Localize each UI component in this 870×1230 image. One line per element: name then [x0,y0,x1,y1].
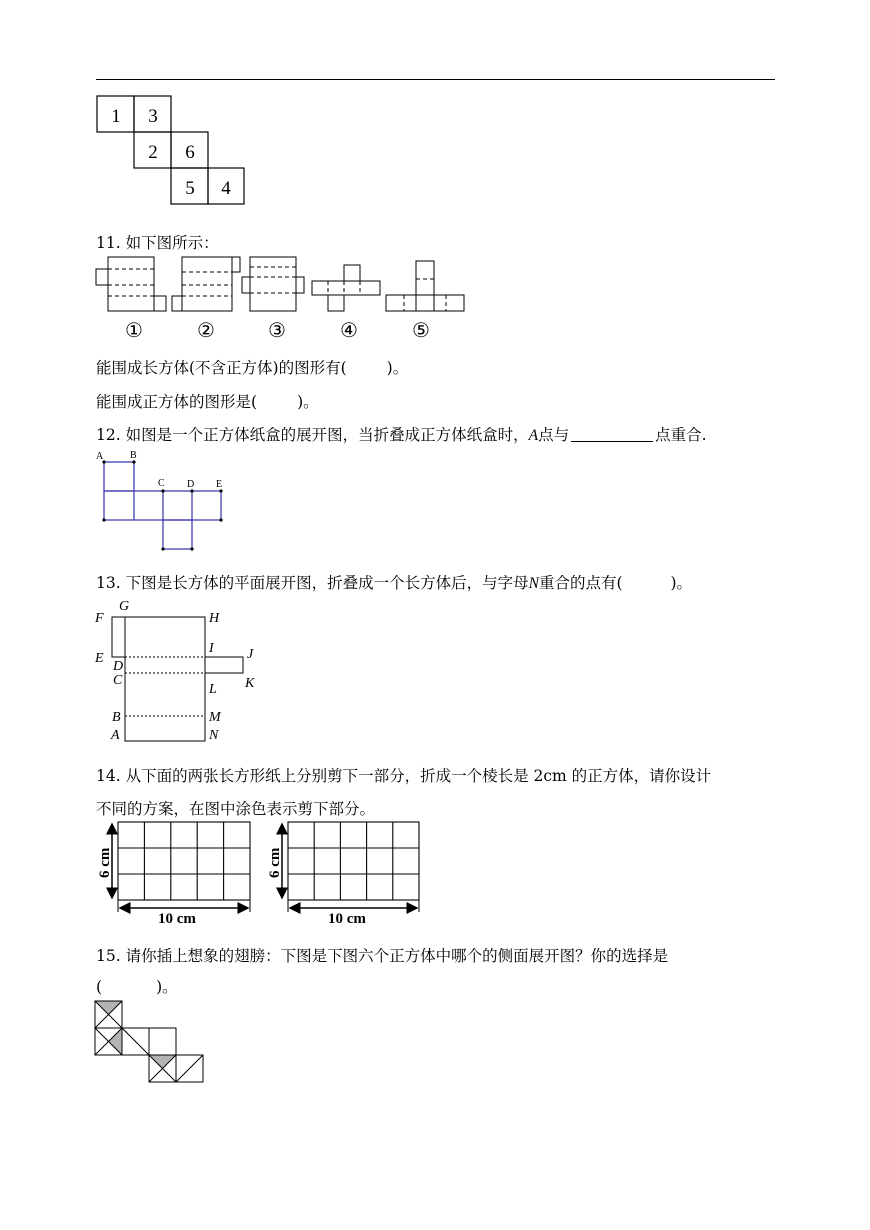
q14-question-line2: 不同的方案，在图中涂色表示剪下部分。 [96,800,376,818]
net-label-3: ③ [268,320,286,342]
grid-right[interactable] [267,822,419,927]
header-rule [96,79,775,80]
q11-question-cuboid: 能围成长方体(不含正方体)的图形有( )。 [96,359,409,377]
q13-cuboid-net-figure [92,596,270,746]
point-a-label: A [96,451,104,462]
q13-question: 13. 下图是长方体的平面展开图，折叠成一个长方体后，与字母N重合的点有( )。 [96,574,693,592]
point-d-label: D [187,479,195,490]
point-f-label: F [95,611,104,626]
point-e-label: E [95,651,104,666]
net-cell-4: 6 [185,142,195,163]
q14-paper-grids [92,818,432,928]
q15-question-line2: ( )。 [96,978,178,996]
point-d-label: D [113,659,124,674]
point-k-label: K [245,676,255,691]
point-j-label: J [247,647,254,662]
q12-answer-blank[interactable] [571,427,653,442]
point-c-label: C [158,478,165,489]
point-m-label: M [209,710,221,725]
q12-cube-net-figure [94,447,234,553]
net-cell-5: 5 [185,178,195,199]
net-label-5: ⑤ [412,320,430,342]
height-label-left: 6 cm [97,847,113,878]
point-l-label: L [209,682,217,697]
net-label-1: ① [125,320,143,342]
point-i-label: I [209,641,214,656]
net-label-2: ② [197,320,215,342]
point-a-label: A [111,728,120,743]
point-b-label: B [112,710,121,725]
net-cell-1: 1 [111,106,121,127]
net-label-4: ④ [340,320,358,342]
width-label-left: 10 cm [158,911,196,927]
q15-question-line1: 15. 请你插上想象的翅膀：下图是下图六个正方体中哪个的侧面展开图？你的选择是 [96,947,669,965]
q11-title: 11. 如下图所示： [96,234,219,252]
width-label-right: 10 cm [328,911,366,927]
numbered-cube-net [96,95,246,207]
point-e-label: E [216,479,223,490]
q15-side-net-figure [94,1000,210,1086]
point-h-label: H [209,611,220,626]
height-label-right: 6 cm [267,847,283,878]
net-cell-6: 4 [221,178,231,199]
net-cell-3: 2 [148,142,158,163]
q12-question: 12. 如图是一个正方体纸盒的展开图，当折叠成正方体纸盒时，A点与 点重合. [96,426,707,444]
q11-nets-figure [94,255,474,343]
point-b-label: B [130,450,137,461]
grid-left[interactable] [97,822,250,927]
net-cell-2: 3 [148,106,158,127]
q11-question-cube: 能围成正方体的图形是( )。 [96,393,319,411]
point-c-label: C [113,673,123,688]
q14-question-line1: 14. 从下面的两张长方形纸上分别剪下一部分，折成一个棱长是 2cm 的正方体，请你设计 [96,767,712,785]
point-n-label: N [209,728,219,743]
point-g-label: G [119,599,130,614]
